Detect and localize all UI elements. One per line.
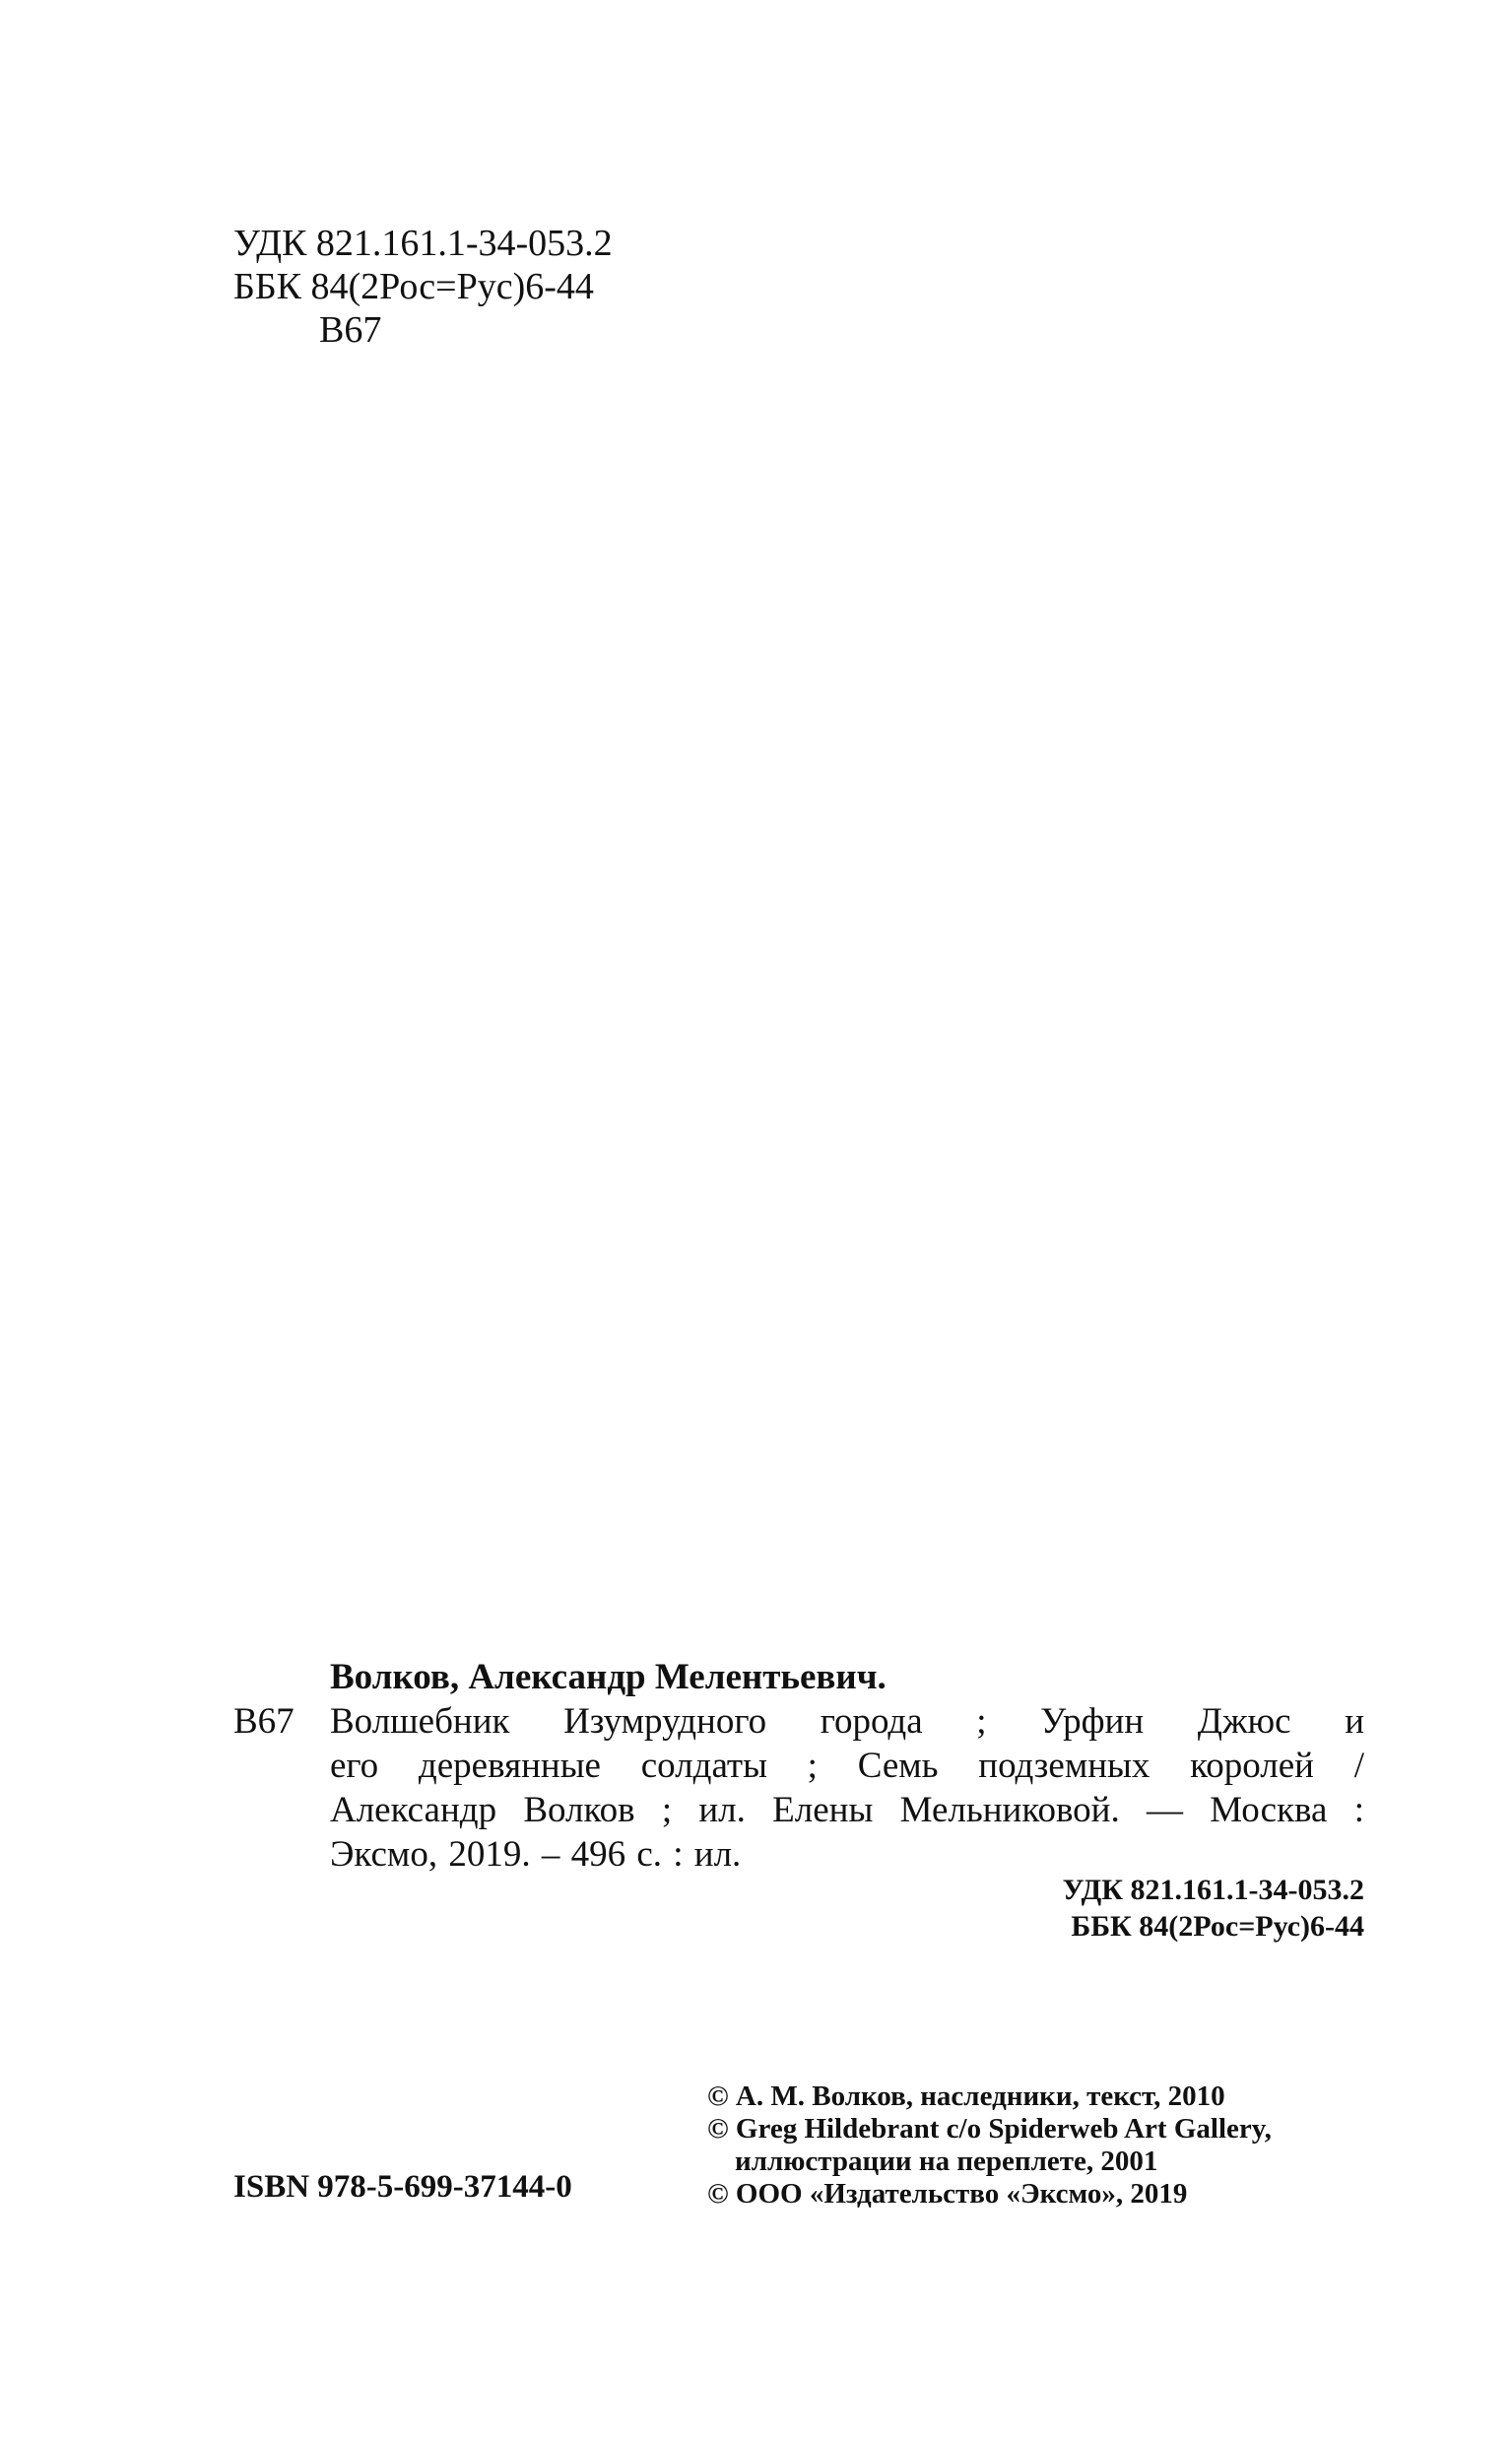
top-author-code: В67	[319, 309, 382, 351]
record-description-line: Эксмо, 2019. – 496 с. : ил.	[330, 1834, 742, 1875]
copyright-line: © А. М. Волков, наследники, текст, 2010	[707, 2080, 1225, 2112]
record-description-line: Александр Волков ; ил. Елены Мельниковой. — Москва :	[330, 1790, 1364, 1830]
top-classification	[233, 222, 613, 352]
top-bbk: ББК 84(2Рос=Рус)6-44	[233, 266, 594, 307]
copyright-line: © Greg Hildebrant c/o Spiderweb Art Gallery,	[707, 2113, 1272, 2145]
record-author-code: В67	[233, 1701, 295, 1742]
copyright-line: © ООО «Издательство «Эксмо», 2019	[707, 2178, 1188, 2210]
record-udk: УДК 821.161.1-34-053.2	[1062, 1874, 1364, 1906]
copyright-line: иллюстрации на переплете, 2001	[735, 2146, 1158, 2177]
copyright-block	[707, 2080, 1272, 2211]
record-author: Волков, Александр Мелентьевич.	[330, 1657, 887, 1697]
record-bbk: ББК 84(2Рос=Рус)6-44	[1071, 1910, 1364, 1943]
isbn: ISBN 978-5-699-37144-0	[233, 2169, 572, 2205]
record-description-line: Волшебник Изумрудного города ; Урфин Джюс и	[330, 1701, 1364, 1742]
record-description-line: его деревянные солдаты ; Семь подземных королей /	[330, 1746, 1364, 1786]
record-classification	[1063, 1872, 1364, 1945]
record-description	[330, 1699, 1364, 1877]
top-udk: УДК 821.161.1-34-053.2	[233, 223, 613, 264]
